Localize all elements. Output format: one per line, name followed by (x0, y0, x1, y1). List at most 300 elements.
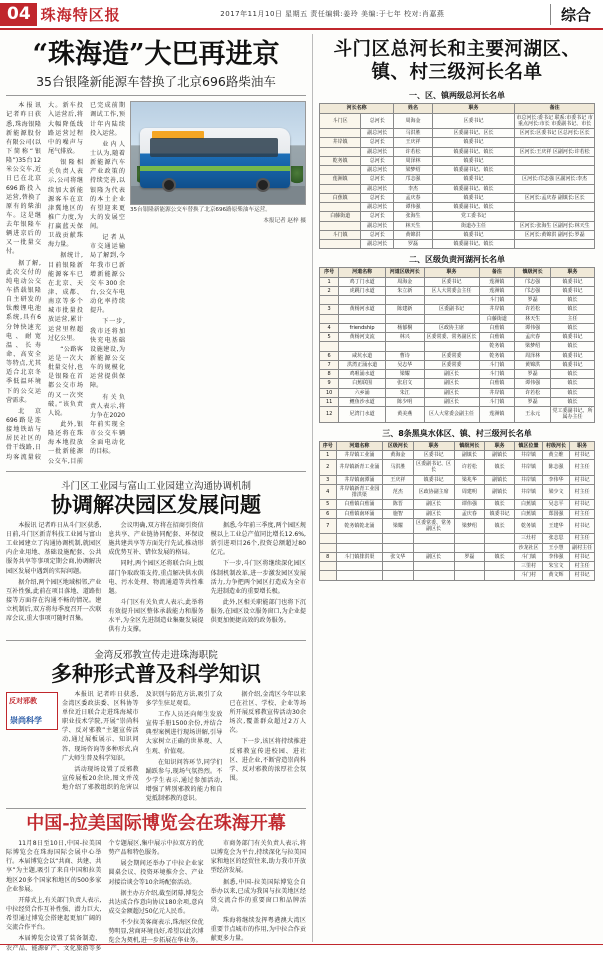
table-cell (413, 571, 454, 580)
paragraph: 下一步,斗门区将继续深化园区体制机制改革,进一步激发园区发展活力,力争把两个园区打造成为全市先进制造业的重要增长极。 (210, 560, 306, 595)
table-cell: 黄杨河水道 (339, 305, 386, 314)
table-cell: 鸡咀涌水道 (339, 370, 386, 379)
table-cell: 井岸镇 (515, 460, 543, 476)
table-cell: 王庆祥 (383, 475, 413, 484)
divider (6, 640, 306, 641)
logo-line-1: 反对邪教 (9, 696, 37, 705)
table-cell: 周泽林 (394, 156, 433, 165)
table-cell: 斗门镇 (479, 296, 515, 305)
col-header: 职务 (413, 441, 454, 450)
table-cell: 黄立维 (542, 450, 570, 459)
section3-table-wrap (319, 441, 595, 581)
table-cell: 镇长 (551, 323, 595, 332)
table-cell: 斗门区 (320, 113, 361, 129)
col-header: 河道名称 (336, 441, 383, 450)
table-cell: 镇委书记 (551, 360, 595, 369)
table-cell: 5 (320, 333, 339, 342)
section2-table (319, 267, 595, 422)
table-cell: 周海金 (386, 277, 425, 286)
paragraph: 本报讯 记者昨日获悉,金湾区委政法委、区科协等单位近日联合走进珠海城市职业技术学院,开展“崇尚科学、反对邪教”主题宣传活动,通过展板展示、知识问答、现场咨询等多种形式,向广大师生普及科学知识。 (62, 690, 139, 762)
table-cell: 镇长 (551, 379, 595, 388)
table-cell (320, 571, 337, 580)
table-row (320, 379, 595, 388)
table-cell: 范杰 (383, 484, 413, 500)
paragraph: 银隆相关负责人表示,公司将继续加大新能源客车在京津冀地区的推广力度,为打赢蓝天保卫战贡献珠海力量。 (48, 159, 83, 249)
table-cell (336, 534, 383, 543)
col-header: 职务 (432, 104, 515, 113)
tree-icon (291, 166, 303, 186)
table-cell: 六乡涌 (339, 388, 386, 397)
table-cell: 沙龙社区 (515, 543, 543, 552)
table-cell (515, 203, 595, 212)
table-row (320, 484, 595, 500)
table-cell: 12 (320, 407, 339, 423)
table-cell: 孟庆春 (454, 509, 484, 518)
table-cell (336, 543, 383, 552)
paragraph: 本届博览会设置了装备制造、农产品、能源矿产、文化旅游等多个专题展区,集中展示中拉双方的优势产品和特色服务。 (6, 840, 204, 952)
river-chief-list-title: 斗门区总河长和主要河湖区、镇、村三级河长名单 (333, 39, 581, 84)
table-cell: 乾务镇 (320, 156, 361, 165)
table-header-row (320, 104, 595, 113)
paragraph: “公路客运是一次大批量交付,也是银隆在首都公交市场的又一次突破。”该负责人说。 (48, 345, 83, 417)
table-cell: 村主任 (570, 562, 595, 571)
table-cell: 镇委书记 (551, 351, 595, 360)
table-cell (454, 534, 484, 543)
bus-photo (130, 101, 306, 205)
divider (6, 95, 306, 96)
section1-body (320, 113, 595, 249)
paragraph: 据悉,中国-拉美国际博览会自举办以来,已成为我国与拉美地区经贸交流合作的重要窗口和品牌活动。 (210, 878, 306, 914)
table-cell (515, 184, 595, 193)
table-cell: 镇委副书记、镇长 (432, 240, 515, 249)
page-columns (0, 30, 603, 952)
table-cell: 总河长 (361, 230, 394, 239)
table-cell: 黄杨河支流 (339, 333, 386, 342)
table-cell (454, 571, 484, 580)
table-cell: 3 (320, 475, 337, 484)
table-cell: 郑国强 (542, 509, 570, 518)
table-row (320, 240, 595, 249)
col-header: 序号 (320, 268, 339, 277)
table-cell: 梁耀 (383, 518, 413, 534)
table-cell: 副区长 (424, 397, 479, 406)
road (131, 186, 305, 204)
article4-headline: 中国-拉美国际博览会在珠海开幕 (26, 813, 286, 835)
table-cell: 副总河长 (361, 147, 394, 156)
table-cell (383, 534, 413, 543)
table-cell (320, 314, 339, 323)
table-cell: 区委常委 (424, 351, 479, 360)
table-cell: 斗门镇排洪渠 (336, 552, 383, 561)
paragraph: 下一步,我市还将加快充电基础设施建设,为新能源公交车的规模化运营提供保障。 (90, 318, 125, 390)
table-cell: 黄美燕 (386, 407, 425, 423)
table-row (320, 351, 595, 360)
table-cell: 斗门镇 (479, 397, 515, 406)
table-cell: 8 (320, 370, 339, 379)
table-cell (320, 296, 339, 305)
table-cell (320, 342, 339, 351)
table-cell (320, 240, 361, 249)
table-cell: 梁梦绍 (454, 518, 484, 534)
article3-kicker: 金湾反邪教宣传走进珠海职院 (94, 649, 218, 661)
table-cell: 莲洲镇 (320, 175, 361, 184)
table-cell: 镇委书记 (551, 277, 595, 286)
table-cell: 区委书记 (432, 113, 515, 129)
table-cell: 吴志平 (542, 500, 570, 509)
paragraph: 市商务部门有关负责人表示,将以博览会为平台,持续深化与拉美国家和地区的经贸往来,助力我市开放型经济发展。 (210, 840, 306, 875)
table-cell (336, 562, 383, 571)
table-cell: 副镇长 (454, 450, 484, 459)
table-cell: 陈志强 (542, 460, 570, 476)
table-row (320, 333, 595, 342)
table-cell: 林天生 (394, 221, 433, 230)
table-cell: 井岸镇新青工业园排洪渠 (336, 484, 383, 500)
table-cell: 白藤街道 (320, 212, 361, 221)
table-cell: 张海生 (394, 212, 433, 221)
table-cell (454, 562, 484, 571)
table-cell: 副总河长 (361, 203, 394, 212)
table-row (320, 543, 595, 552)
table-row (320, 450, 595, 459)
table-row (320, 509, 595, 518)
table-cell: 镇委副书记、镇长 (432, 184, 515, 193)
section1-title: 一、区、镇两级总河长名单 (409, 91, 505, 101)
table-cell: 梁兆华 (454, 475, 484, 484)
table-cell: 林天生 (515, 314, 551, 323)
table-cell: 井岸镇南潭涌 (336, 475, 383, 484)
masthead (0, 0, 603, 30)
table-row (320, 562, 595, 571)
col-header: 河道区级河长 (386, 268, 425, 277)
table-cell: 11 (320, 397, 339, 406)
table-cell: 朱江 (386, 388, 425, 397)
table-cell: 井岸镇 (479, 305, 515, 314)
table-cell: 许若松 (515, 388, 551, 397)
table-cell (515, 156, 595, 165)
table-cell: 1 (320, 450, 337, 459)
table-cell: 梁梦绍 (515, 342, 551, 351)
table-cell: 村书记 (570, 500, 595, 509)
table-cell: 黄锦洪 (394, 230, 433, 239)
table-row (320, 407, 595, 423)
table-cell: 黄文辉 (542, 571, 570, 580)
table-cell: 副区长 (413, 500, 454, 509)
table-cell (454, 543, 484, 552)
paragraph: 斗门区有关负责人表示,此举将有效提升园区整体承载能力和服务水平,为全区先进制造业集聚发展提供有力支撑。 (108, 598, 204, 634)
table-cell: 李伟强 (542, 552, 570, 561)
table-cell: 2 (320, 286, 339, 295)
right-column (312, 34, 595, 942)
table-cell: 白蕉镇 (320, 193, 361, 202)
table-row (320, 314, 595, 323)
table-cell: 村书记 (570, 450, 595, 459)
table-cell: 4 (320, 484, 337, 500)
table-cell (339, 296, 386, 305)
table-cell: 王永元 (515, 407, 551, 423)
table-cell: 张启文 (386, 379, 425, 388)
section2-body (320, 277, 595, 422)
col-header: 备注 (515, 104, 595, 113)
paragraph: 11月8日至10日,中国-拉美国际博览会在珠海国际会展中心举行。本届博览会以“共商、共建、共享”为主题,吸引了来自中国和拉美地区20多个国家和地区的500多家企业参展。 (6, 840, 102, 893)
table-header-row (320, 441, 595, 450)
table-cell: 梁梦绍 (394, 166, 433, 175)
article1-headline: “珠海造”大巴再进京 (32, 39, 280, 70)
paragraph: 北京696路是连接地铁站与居民社区的骨干线路,日均客流量较大。新车投入运营后,将大幅降低线路运营过程中的噪声与尾气排放。 (6, 102, 83, 461)
article3-body (62, 690, 306, 804)
table-cell: 区委副书记、区长 (432, 129, 515, 138)
table-row (320, 203, 595, 212)
table-cell: 邝志强 (515, 286, 551, 295)
table-cell: 井岸镇 (479, 388, 515, 397)
table-cell: 梁耀 (386, 370, 425, 379)
paragraph: 本报讯 记者昨日从斗门区获悉,日前,斗门区新青科技工业园与富山工业园建立了沟通协调机制,就园区内企业用地、基础设施配套、公共服务共享等事项定期会商,协调解决园区发展中遇到的实际问题。 (6, 521, 102, 575)
table-cell: 9 (320, 379, 339, 388)
table-cell: 区委书记 (424, 277, 479, 286)
table-cell: 三里村 (515, 562, 543, 571)
table-row (320, 388, 595, 397)
table-cell: 副区长 (424, 388, 479, 397)
table-cell: 副总河长 (361, 240, 394, 249)
table-cell: 尼湾门水道 (339, 407, 386, 423)
table-cell: 区河长:张海生 区副河长:林天生 (515, 221, 595, 230)
table-cell: 王小慧 (542, 543, 570, 552)
col-header: 河道名称 (339, 268, 386, 277)
table-cell: 白蕉镇 (479, 333, 515, 342)
table-cell: 总河长 (361, 175, 394, 184)
table-cell: 镇长 (485, 552, 515, 561)
col-header: 职务 (485, 441, 515, 450)
table-cell: 总河长 (361, 113, 394, 129)
table-cell: 白蕉镇 (479, 323, 515, 332)
table-cell: 井岸镇新青工业涌 (336, 460, 383, 476)
table-cell: 乾务镇 (515, 518, 543, 534)
col-header: 镇级河长 (515, 268, 551, 277)
table-cell: 村书记 (570, 571, 595, 580)
section1-table (319, 103, 595, 249)
table-cell: 杨郁桐 (386, 323, 425, 332)
table-cell: 井岸镇 (515, 484, 543, 500)
table-row (320, 113, 595, 129)
table-cell (485, 543, 515, 552)
table-cell: 许若松 (515, 305, 551, 314)
table-cell: 区人大常委会主任 (424, 286, 479, 295)
table-cell: 4 (320, 323, 339, 332)
table-cell (515, 138, 595, 147)
table-cell: 8 (320, 552, 337, 561)
table-cell: 朱宝文 (542, 562, 570, 571)
table-row (320, 460, 595, 476)
table-cell (339, 342, 386, 351)
table-cell: 谭伟强 (454, 500, 484, 509)
col-header: 河长名称 (320, 104, 394, 113)
table-cell: 吴志华 (386, 360, 425, 369)
table-cell: 斗门镇 (479, 360, 515, 369)
table-cell: 区河长:黄锦洪 副河长:罗磊 (515, 230, 595, 239)
section2-title: 二、区级负责河湖河长名单 (409, 255, 505, 265)
table-cell: 村书记 (570, 518, 595, 534)
table-cell: 区委副书记 (424, 305, 479, 314)
table-cell (320, 184, 361, 193)
table-cell: 罗磊 (515, 296, 551, 305)
paragraph: 展会期间还举办了中拉企业家圆桌会议、投资环境推介会、产业对接洽谈会等10余场配套活动。 (108, 860, 204, 886)
table-cell: 区委常委 (424, 360, 479, 369)
paragraph: 据主办方介绍,截至闭幕,博览会共达成合作意向协议180余项,意向成交金额超过50亿元人民币。 (108, 889, 204, 916)
table-cell: 乾务镇 (479, 351, 515, 360)
table-cell: 总河长 (361, 212, 394, 221)
table-cell: 王建华 (542, 518, 570, 534)
photo-credit: 本报记者 赵梓 摄 (263, 217, 306, 224)
table-cell: 谭伟强 (515, 379, 551, 388)
table-cell: 斗门镇 (515, 552, 543, 561)
table-cell: 鸡丁门水道 (339, 277, 386, 286)
article1-body (6, 101, 125, 465)
table-row (320, 397, 595, 406)
table-row (320, 221, 595, 230)
table-cell (485, 534, 515, 543)
table-cell: 镇长 (551, 388, 595, 397)
paragraph: 此外,区相关职能部门也将下沉服务,在园区设立服务窗口,为企业提供更加便捷高效的政务服务。 (210, 598, 306, 625)
section3-body (320, 450, 595, 580)
paper-name: 珠海特区报 (40, 5, 121, 24)
table-cell: 副镇长 (485, 484, 515, 500)
table-row (320, 230, 595, 239)
table-cell: 白蕉镇南环涌 (336, 509, 383, 518)
table-cell: 朱立新 (386, 286, 425, 295)
photo-caption: 35台银隆新能源公交车替换了北京696路原柴油车运营。 (130, 207, 271, 214)
table-cell (320, 129, 361, 138)
table-cell: 副总河长 (361, 184, 394, 193)
page-number: 04 (0, 3, 37, 26)
table-cell (320, 221, 361, 230)
table-cell: 镇委书记 (432, 138, 515, 147)
table-cell: 街道办主任 (432, 221, 515, 230)
table-cell: 斗门镇 (320, 230, 361, 239)
table-cell: 3 (320, 305, 339, 314)
paragraph: 此外,银隆还将在珠海本地投放一批新能源公交车,目前已完成前期调试工作,预计年内陆续投入运营。 (48, 102, 125, 465)
table-cell: 5 (320, 500, 337, 509)
table-cell: 党工委书记 (432, 212, 515, 221)
col-header: 区级河长 (383, 441, 413, 450)
divider (6, 808, 306, 809)
table-cell: 李杰 (394, 184, 433, 193)
table-cell: 黄海金 (383, 450, 413, 459)
table-cell: 7 (320, 360, 339, 369)
table-row (320, 296, 595, 305)
paragraph: 会议明确,双方将在招商引资信息共享、产业链协同配套、环保设施共建共享等方面先行先试,推动形成优势互补、错位发展的格局。 (108, 521, 204, 557)
table-cell: 陈建新 (386, 305, 425, 314)
table-cell: 区政协主席 (424, 323, 479, 332)
table-cell: 陈少明 (386, 397, 425, 406)
table-cell: 王庆祥 (394, 138, 433, 147)
paragraph: 据了解,此次交付的纯电动公交车搭载银隆自主研发的钛酸锂电池系统,具有6分钟快速充电、耐宽温、长寿命、高安全等特点,尤其适合北京冬季低温环境下的公交运营需求。 (6, 259, 41, 404)
table-cell (383, 562, 413, 571)
table-cell: 莲洲镇 (479, 407, 515, 423)
table-cell: 三灶村 (515, 534, 543, 543)
article1-subhead: 35台银隆新能源车替换了北京696路柴油车 (36, 74, 276, 90)
table-cell: 虎跳门水道 (339, 286, 386, 295)
paragraph: 不少拉美客商表示,珠海区位优势明显,营商环境良好,希望以此次博览会为契机,进一步拓展在华业务。 (108, 919, 204, 945)
anti-cult-logo (6, 692, 58, 730)
table-cell: 区委常委、常务副区长 (424, 333, 479, 342)
table-cell: 区人大常委会副主任 (424, 407, 479, 423)
table-header-row (320, 268, 595, 277)
table-cell: 镇委副书记、镇长 (432, 166, 515, 175)
paragraph: 据介绍,两个园区地域相邻,产业互补性强,此前在项目落地、道路衔接等方面存在沟通不畅的情况。建立机制后,双方将每季度召开一次联席会议,重大事项可随时召集。 (6, 578, 102, 623)
table-cell: 区河长:邝志强 区副河长:李杰 (515, 175, 595, 184)
table-cell: 镇长 (551, 296, 595, 305)
table-cell: 副总河长 (361, 166, 394, 175)
table-cell: 斗门村 (515, 571, 543, 580)
table-cell: 镇长 (485, 500, 515, 509)
masthead-meta: 2017年11月10日 星期五 责任编辑:姜玲 美编:于七年 校对:肖嘉燕 (220, 10, 445, 18)
table-row (320, 323, 595, 332)
paragraph: 在知识问答环节,同学们踊跃参与,现场气氛热烈。不少学生表示,通过参加活动,增强了辨别邪教的能力和自觉抵制邪教的意识。 (145, 758, 223, 803)
table-cell (413, 543, 454, 552)
section3-table (319, 441, 595, 581)
table-cell: 莲洲镇 (479, 277, 515, 286)
table-cell (424, 342, 479, 351)
table-cell: 市总河长:委书记 联系:市委书记 市重点河长:市长 市委副书记、市长 (516, 114, 593, 127)
table-cell: 区河长:王庆祥 区副河长:许若松 (515, 147, 595, 156)
table-cell: 莲洲镇 (479, 286, 515, 295)
table-cell: 谭伟强 (515, 323, 551, 332)
table-cell: 镇委书记 (413, 475, 454, 484)
table-cell: 曹诗 (386, 351, 425, 360)
section3-title: 三、8条黑臭水体区、镇、村三级河长名单 (382, 428, 532, 438)
section1-table-wrap (319, 103, 595, 249)
table-cell (413, 562, 454, 571)
table-cell (386, 296, 425, 305)
table-cell: 副区长 (424, 370, 479, 379)
table-cell: 镇委书记 (432, 230, 515, 239)
table-cell (383, 571, 413, 580)
table-cell: 镇委书记 (485, 509, 515, 518)
table-row (320, 500, 595, 509)
table-cell: 乾务镇乾北涌 (336, 518, 383, 534)
table-cell: 副区长 (413, 552, 454, 561)
table-row (320, 175, 595, 184)
table-cell: 周泽林 (515, 351, 551, 360)
table-row (320, 193, 595, 202)
table-cell: 黄锦洪 (515, 360, 551, 369)
table-cell: 副镇长 (485, 450, 515, 459)
table-cell: 井岸镇 (515, 475, 543, 484)
table-cell: 镇长 (485, 460, 515, 476)
divider (6, 471, 306, 472)
table-cell: 副区长 (413, 509, 454, 518)
table-cell: 罗磊 (515, 397, 551, 406)
table-cell: 乾务镇 (479, 342, 515, 351)
table-cell: 村主任 (570, 460, 595, 476)
col-header: 备注 (479, 268, 515, 277)
table-cell: 村主任 (570, 484, 595, 500)
paragraph: 活动现场设置了反邪教宣传展板20余块,图文并茂地介绍了邪教组织的危害以及识别与防范方法,吸引了众多学生驻足观看。 (62, 690, 223, 792)
table-cell: 1 (320, 277, 339, 286)
table-cell (424, 296, 479, 305)
table-cell (339, 314, 386, 323)
table-row (320, 552, 595, 561)
table-cell (515, 240, 595, 249)
paragraph: 记者从市交通运输局了解到,今年我市已新增新能源公交车300余台,公交车电动化率持续提升。 (90, 234, 125, 315)
table-cell: 镇委书记 (432, 156, 515, 165)
table-cell (413, 534, 454, 543)
table-cell: 白蕉镇 (479, 379, 515, 388)
table-cell: 镇长 (551, 370, 595, 379)
table-cell: 白蕉镇 (515, 500, 543, 509)
table-cell: 村主任 (570, 534, 595, 543)
col-header: 职务 (424, 268, 479, 277)
table-cell: 马洪胜 (383, 460, 413, 476)
